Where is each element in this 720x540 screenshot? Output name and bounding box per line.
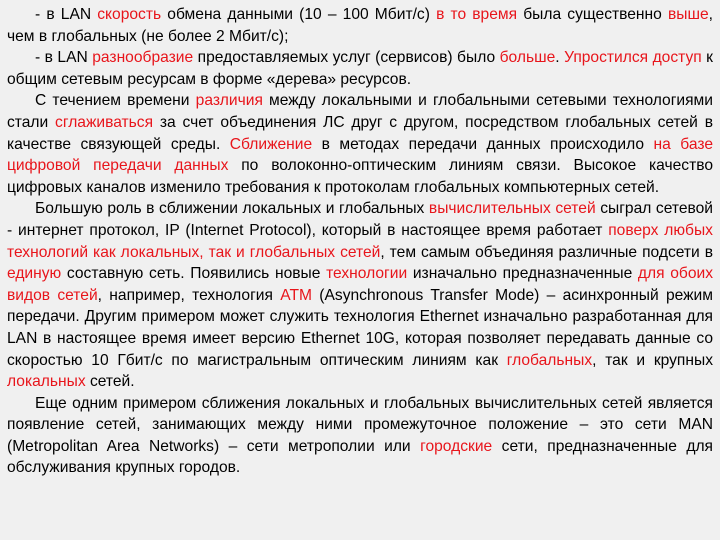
text-run: сыграл сетевой - интернет протокол, IP (Internet Protocol), который в настоящее время работает [7, 200, 714, 239]
text-run: С течением времени [35, 92, 196, 110]
text-run: была существенно [517, 6, 668, 23]
text-run: Еще одним примером сближения локальных и глобальных вычислительных сетей является появление сетей, занимающих между ними промежуточное положение – это сети MAN (Metropolitan Area Networks) – сети метрополии или [7, 394, 713, 455]
highlighted-term: единую [7, 265, 62, 283]
highlighted-term: выше [667, 6, 709, 23]
highlighted-term: больше [499, 49, 556, 67]
paragraph [7, 90, 713, 198]
text-run: - в LAN [35, 6, 98, 23]
text-run: Большую роль в сближении локальных и глобальных [35, 200, 429, 218]
document-body [7, 4, 713, 479]
text-run: , чем в глобальных (не более 2 Мбит/с); [7, 6, 713, 45]
paragraph [7, 47, 713, 90]
text-run: . [555, 49, 565, 67]
highlighted-term: поверх любых технологий как локальных, так и глобальных сетей [7, 221, 713, 261]
text-run: обмена данными (10 – 100 Мбит/с) [161, 6, 437, 23]
highlighted-term: глобальных [506, 351, 593, 369]
text-run: изначально предназначенные [407, 265, 638, 283]
highlighted-term: различия [195, 92, 263, 110]
text-run: - в LAN [35, 49, 93, 67]
highlighted-term: вычислительных сетей [428, 200, 596, 218]
text-run: сетей. [85, 373, 135, 391]
text-run: , так и крупных [592, 351, 713, 369]
text-run: предоставляемых услуг (сервисов) было [193, 49, 500, 67]
paragraph [7, 4, 713, 47]
highlighted-term: в то время [436, 6, 518, 23]
text-run: составную сеть. Появились новые [61, 265, 327, 283]
highlighted-term: сглаживаться [55, 113, 154, 131]
highlighted-term: на базе цифровой передачи данных [7, 135, 713, 175]
text-run: между локальными и глобальными сетевыми технологиями стали [7, 92, 713, 131]
highlighted-term: Упростился доступ [564, 49, 702, 67]
text-run: , например, технология [97, 286, 281, 304]
text-run: сети, предназначенные для обслуживания крупных городов. [7, 437, 714, 477]
highlighted-term: для обоих видов сетей [7, 265, 713, 304]
text-run: , тем самым объединяя различные подсети в [380, 243, 713, 261]
highlighted-term: технологии [326, 265, 408, 283]
highlighted-term: городские [420, 437, 493, 455]
text-run: за счет объединения ЛС друг с другом, посредством глобальных сетей в качестве связующей среды. [7, 113, 713, 153]
highlighted-term: Сближение [229, 135, 313, 153]
highlighted-term: локальных [7, 373, 86, 391]
text-run: в методах передачи данных происходило [312, 135, 654, 153]
highlighted-term: ATM [280, 286, 312, 304]
highlighted-term: скорость [97, 6, 162, 23]
highlighted-term: разнообразие [92, 49, 194, 67]
paragraph [7, 393, 713, 479]
paragraph [7, 198, 713, 392]
text-run: (Asynchronous Transfer Mode) – асинхронный режим передачи. Другим примером может служить технология Ethernet изначально разработанная для LAN в настоящее время имеет версию Ethernet 10G, которая позволяет передавать данные со скоростью 10 Гбит/с по магистральным оптическим линиям как [7, 286, 713, 369]
text-run: к общим сетевым ресурсам в форме «дерева» ресурсов. [7, 49, 714, 88]
text-run: по волоконно-оптическим линиям связи. Высокое качество цифровых каналов изменило требования к протоколам глобальных компьютерных сетей. [7, 157, 713, 196]
